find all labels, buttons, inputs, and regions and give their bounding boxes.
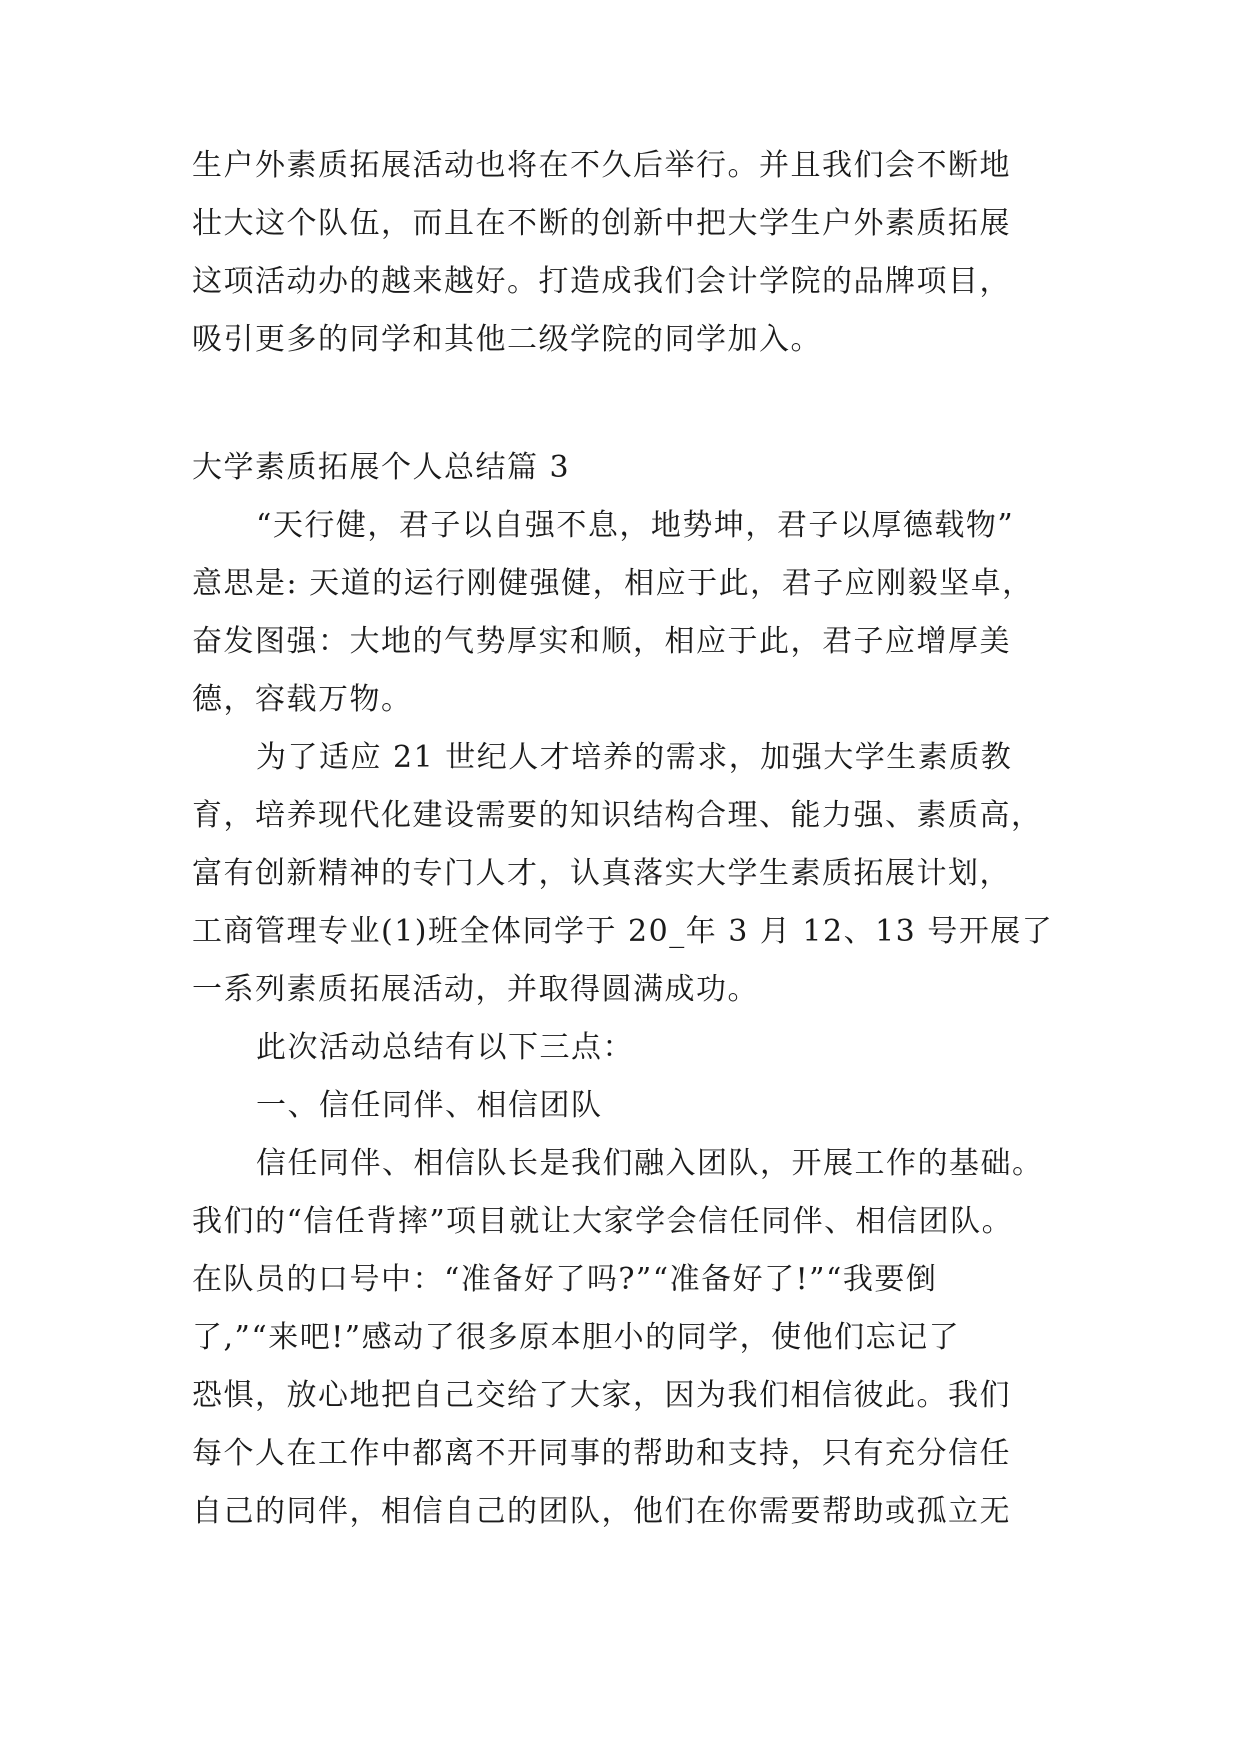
paragraph-3-line-4: 工商管理专业(1)班全体同学于 20_年 3 月 12、13 号开展了 [192,914,1054,949]
paragraph-5-line-3: 在队员的口号中：“准备好了吗?”“准备好了!”“我要倒 [192,1262,938,1297]
paragraph-5-line-1: 信任同伴、相信队长是我们融入团队，开展工作的基础。 [256,1146,1044,1181]
paragraph-5-line-4: 了,”“来吧!”感动了很多原本胆小的同学，使他们忘记了 [192,1320,961,1355]
paragraph-2-line-3: 奋发图强：大地的气势厚实和顺，相应于此，君子应增厚美 [192,624,1011,659]
paragraph-5-line-5: 恐惧，放心地把自己交给了大家，因为我们相信彼此。我们 [192,1378,1011,1413]
paragraph-1-line-4: 吸引更多的同学和其他二级学院的同学加入。 [192,322,822,357]
paragraph-3-line-5: 一系列素质拓展活动，并取得圆满成功。 [192,972,759,1007]
paragraph-3-line-3: 富有创新精神的专门人才，认真落实大学生素质拓展计划， [192,856,1011,891]
paragraph-5-line-6: 每个人在工作中都离不开同事的帮助和支持，只有充分信任 [192,1436,1011,1471]
paragraph-1-line-2: 壮大这个队伍，而且在不断的创新中把大学生户外素质拓展 [192,206,1011,241]
paragraph-1-line-3: 这项活动办的越来越好。打造成我们会计学院的品牌项目， [192,264,1011,299]
paragraph-1-line-1: 生户外素质拓展活动也将在不久后举行。并且我们会不断地 [192,148,1011,183]
paragraph-3-line-2: 育，培养现代化建设需要的知识结构合理、能力强、素质高， [192,798,1043,833]
paragraph-5-line-7: 自己的同伴，相信自己的团队，他们在你需要帮助或孤立无 [192,1494,1011,1529]
paragraph-2-line-1: “天行健，君子以自强不息，地势坤，君子以厚德载物” [256,508,1015,543]
paragraph-3-line-1: 为了适应 21 世纪人才培养的需求，加强大学生素质教 [256,740,1013,775]
paragraph-2-line-2: 意思是: 天道的运行刚健强健，相应于此，君子应刚毅坚卓， [192,566,1034,601]
section-heading: 大学素质拓展个人总结篇 3 [192,450,571,485]
paragraph-5-line-2: 我们的“信任背摔”项目就让大家学会信任同伴、相信团队。 [192,1204,1014,1239]
paragraph-4: 此次活动总结有以下三点： [256,1030,634,1065]
subheading-1: 一、信任同伴、相信团队 [256,1088,603,1123]
paragraph-2-line-4: 德，容载万物。 [192,682,413,717]
